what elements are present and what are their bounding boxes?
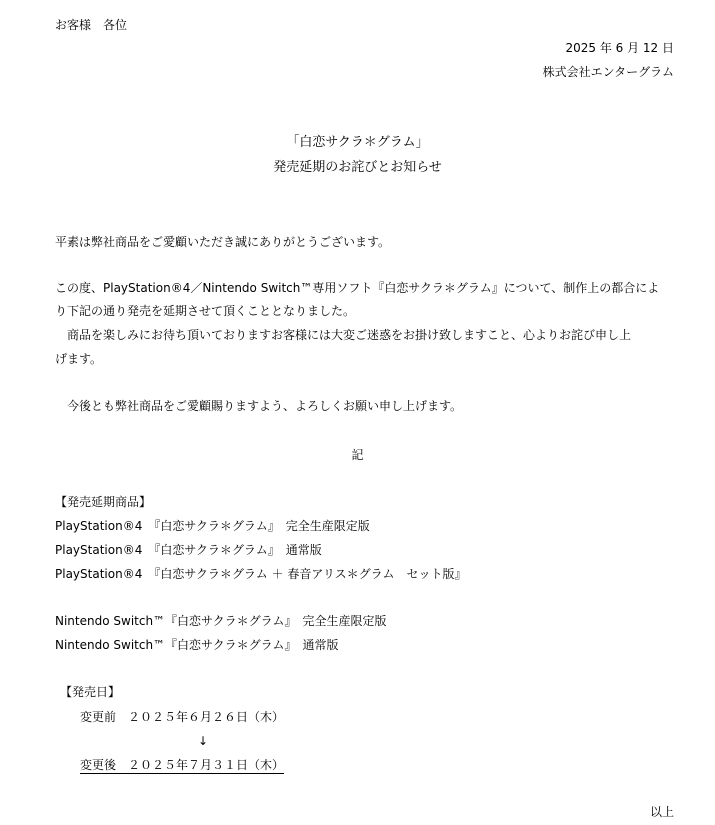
product-ps4-standard: PlayStation®4 『白恋サクラ＊グラム』 通常版: [55, 543, 322, 557]
company-name: 株式会社エンターグラム: [542, 65, 674, 79]
end-mark: 以上: [649, 805, 674, 819]
paragraph-1-line-1: この度、PlayStation®4／Nintendo Switch™専用ソフト『白恋サクラ＊グラム』について、制作上の都合によ: [55, 281, 660, 295]
product-ps4-limited: PlayStation®4 『白恋サクラ＊グラム』 完全生産限定版: [55, 519, 370, 533]
release-before: 変更前 ２０２５年６月２６日（木）: [80, 710, 285, 724]
paragraph-1-line-2: り下記の通り発売を延期させて頂くこととなりました。: [55, 304, 356, 318]
product-switch-limited: Nintendo Switch™『白恋サクラ＊グラム』 完全生産限定版: [55, 614, 387, 628]
release-after: 変更後 ２０２５年７月３１日（木）: [80, 758, 285, 772]
title-line-1: 「白恋サクラ＊グラム」: [286, 135, 429, 150]
title-line-2: 発売延期のお詫びとお知らせ: [273, 160, 442, 175]
product-ps4-set: PlayStation®4 『白恋サクラ＊グラム ＋ 春音アリス＊グラム セット版』: [55, 567, 467, 581]
document-date: 2025 年 6 月 12 日: [565, 41, 674, 55]
release-after-wrapper: [80, 757, 284, 773]
ki-heading: 記: [351, 448, 364, 462]
addressee: お客様 各位: [55, 18, 128, 32]
release-heading: 【発売日】: [60, 685, 121, 699]
paragraph-2-line-1: 商品を楽しみにお待ち頂いておりますお客様には大変ご迷惑をお掛け致しますこと、心よりお詫び申し上: [55, 328, 632, 342]
product-switch-standard: Nintendo Switch™『白恋サクラ＊グラム』 通常版: [55, 638, 339, 652]
paragraph-2-line-2: げます。: [55, 352, 103, 366]
greeting: 平素は弊社商品をご愛顧いただき誠にありがとうございます。: [55, 235, 391, 249]
release-arrow-icon: ↓: [198, 734, 209, 748]
closing-remark: 今後とも弊社商品をご愛顧賜りますよう、よろしくお願い申し上げます。: [55, 399, 463, 413]
products-heading: 【発売延期商品】: [55, 495, 152, 509]
